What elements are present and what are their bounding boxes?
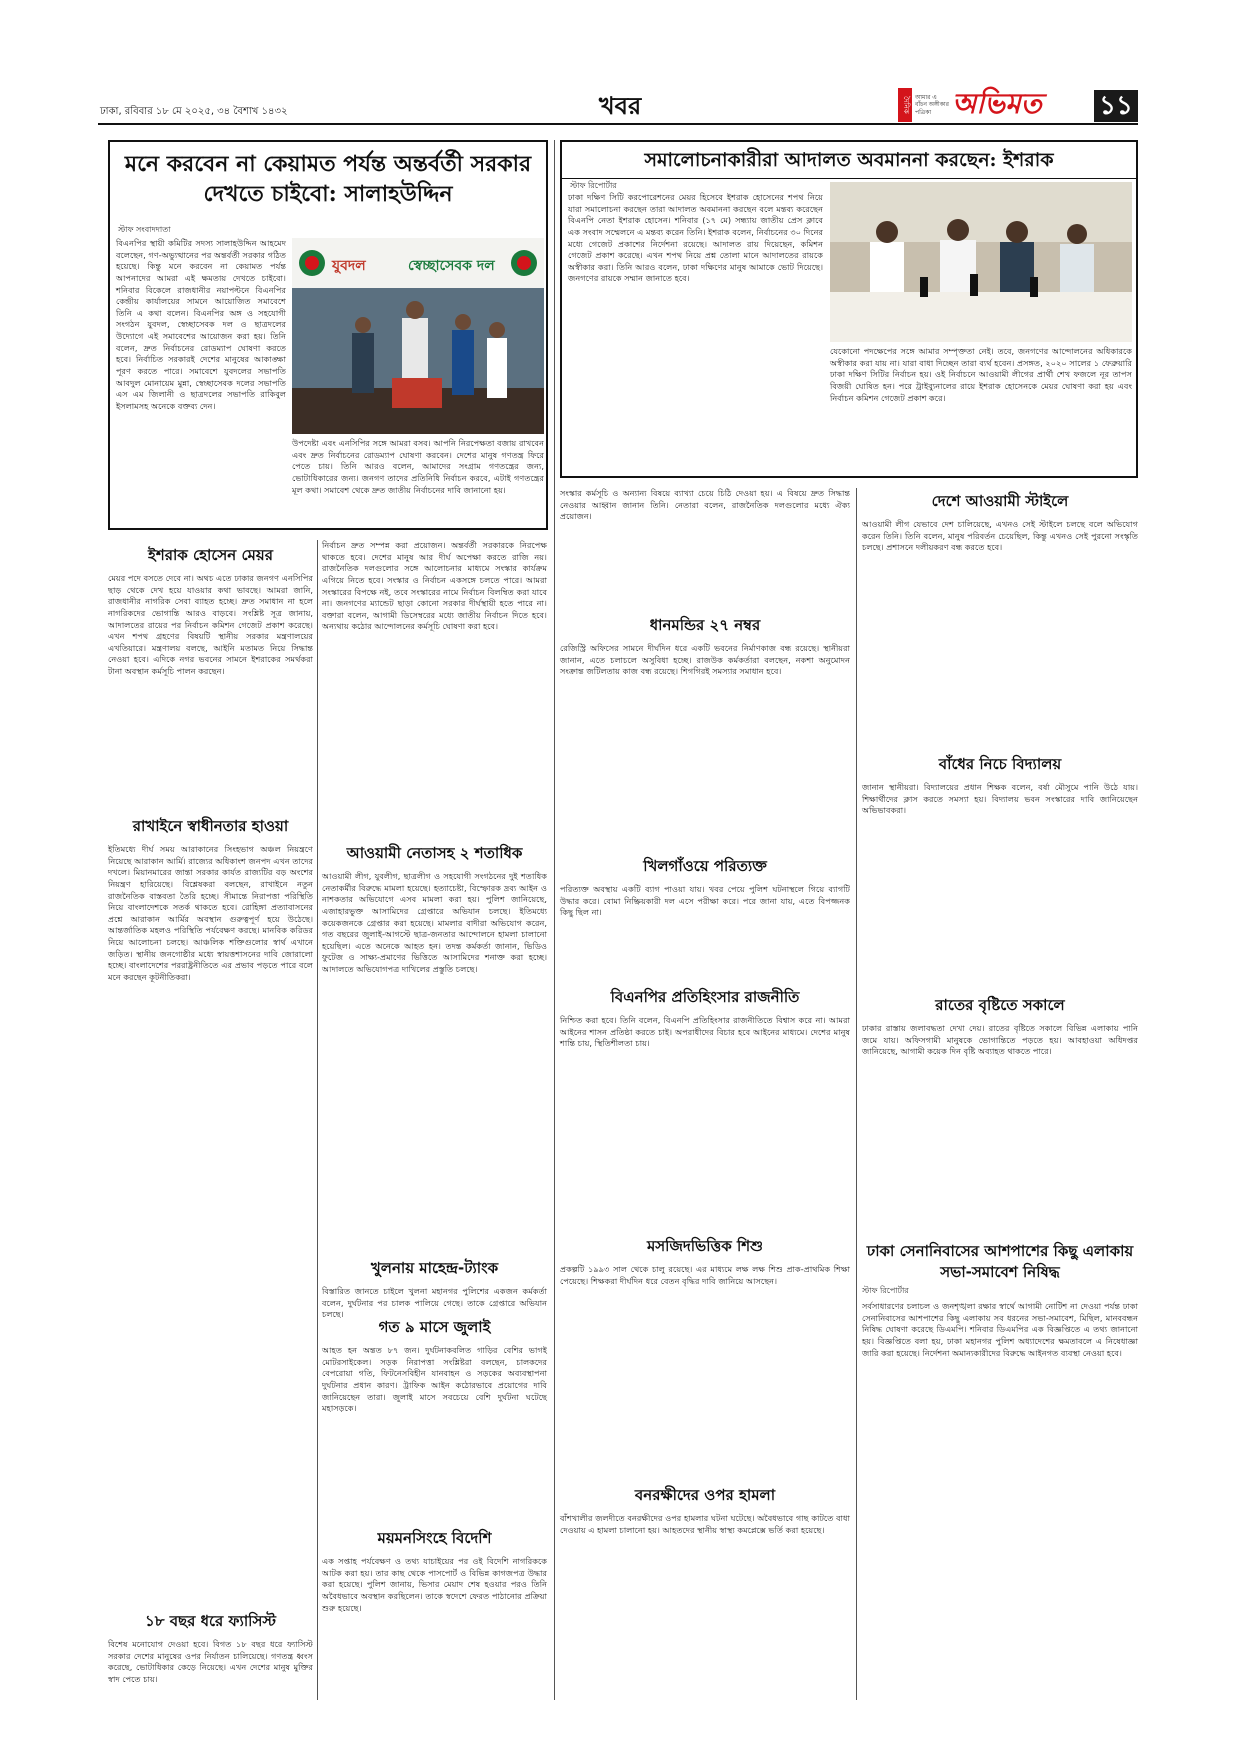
col4-headline-1: দেশে আওয়ামী স্টাইলে	[931, 492, 1069, 510]
column-rule	[317, 540, 318, 1700]
right-byline: স্টাফ রিপোর্টার	[570, 181, 617, 190]
col2-headline-2: খুলনায় মাহেন্দ্র-ট্যাংক	[370, 1259, 499, 1277]
col3-headline-5: বনরক্ষীদের ওপর হামলা	[634, 1486, 776, 1504]
right-story-box	[560, 140, 1138, 478]
col2-headline-4: ময়মনসিংহে বিদেশি	[377, 1529, 492, 1547]
col4-byline-4: স্টাফ রিপোর্টার	[862, 1286, 909, 1295]
col1-body-1: মেয়র পদে বসতে দেবে না। অথচ এতে ঢাকার জনগণ এনসিপির ছাড় থেকে দেখ হয়ে যাওয়ার কথা ভাবছে। আমরা জানি, রাজধানীর নাগরিক সেবা ব্যাহত হচ্ছে। দ্রুত সমাধান না হলে নাগরিকদের ভোগান্তি আরও বাড়বে। সংশ্লিষ্ট সূত্র জানায়, আদালতের রায়ের পর নির্বাচন কমিশন গেজেট প্রকাশ করেছে। এখন শপথ গ্রহণের বিষয়টি স্থানীয় সরকার মন্ত্রণালয়ের এখতিয়ারে। মন্ত্রণালয় বলছে, আইনি মতামত নিয়ে সিদ্ধান্ত নেওয়া হবে। এদিকে নগর ভবনের সামনে ইশরাকের সমর্থকরা টানা অবস্থান কর্মসূচি পালন করছেন।	[108, 573, 313, 677]
logo-name: অভিমত	[952, 86, 1042, 120]
col1-headline-3: ১৮ বছর ধরে ফ্যাসিস্ট	[145, 1612, 276, 1630]
column-1	[108, 540, 313, 1700]
col3-intro: সংস্কার কর্মসূচি ও অন্যান্য বিষয়ে ব্যাখ্যা চেয়ে চিঠি দেওয়া হয়। এ বিষয়ে দ্রুত সিদ্ধান্ত নেওয়ার আহ্বান জানান তিনি। নেতারা বলেন, রাজনৈতিক দলগুলোর মধ্যে ঐক্য প্রয়োজন।	[560, 488, 850, 522]
column-3	[560, 488, 850, 1700]
col2-headline-3: গত ৯ মাসে জুলাই	[378, 1318, 491, 1336]
column-rule	[856, 488, 857, 1700]
col3-body-1: রেজিস্ট্রি অফিসের সামনে দীর্ঘদিন ধরে একটি ভবনের নির্মাণকাজ বন্ধ রয়েছে। স্থানীয়রা জানান, এতে চলাচলে অসুবিধা হচ্ছে। রাজউক কর্মকর্তারা বলছেন, নকশা অনুমোদন সংক্রান্ত জটিলতায় কাজ বন্ধ রয়েছে। শিগগিরই সমস্যার সমাধান হবে।	[560, 643, 850, 677]
col4-body-1: আওয়ামী লীগ যেভাবে দেশ চালিয়েছে, এখনও সেই স্টাইলে চলছে বলে অভিযোগ করেন তিনি। তিনি বলেন, মানুষ পরিবর্তন চেয়েছিল, কিন্তু এখনও সেই পুরনো সংস্কৃতি চলছে। প্রশাসনে দলীয়করণ বন্ধ করতে হবে।	[862, 519, 1138, 553]
lead-byline: স্টাফ সংবাদদাতা	[118, 225, 171, 234]
lead-story-box	[108, 140, 548, 530]
lead-photo	[292, 238, 544, 434]
col1-headline-2: রাখাইনে স্বাধীনতার হাওয়া	[132, 817, 289, 835]
lead-body-left: বিএনপির স্থায়ী কমিটির সদস্য সালাহউদ্দিন আহমেদ বলেছেন, গণ-অভ্যুত্থানের পর অন্তর্বর্তী সরকার গঠিত হয়েছে। কিন্তু মনে করবেন না কেয়ামত পর্যন্ত আপনাদের আমরা এই ক্ষমতায় দেখতে চাইবো। শনিবার বিকেলে রাজধানীর নয়াপল্টনে বিএনপির কেন্দ্রীয় কার্যালয়ের সামনে আয়োজিত সমাবেশে তিনি এ কথা বলেন। বিএনপির অঙ্গ ও সহযোগী সংগঠন যুবদল, স্বেচ্ছাসেবক দল ও ছাত্রদলের উদ্যোগে এই সমাবেশের আয়োজন করা হয়। তিনি বলেন, দ্রুত নির্বাচনের রোডম্যাপ ঘোষণা করতে হবে। নির্বাচিত সরকারই দেশের মানুষের আকাঙ্ক্ষা পূরণ করতে পারে। সমাবেশে যুবদলের সভাপতি আবদুল মোনায়েম মুন্না, স্বেচ্ছাসেবক দলের সভাপতি এস এম জিলানী ও ছাত্রদলের সভাপতি রাকিবুল ইসলামসহ অনেকে বক্তব্য দেন।	[116, 238, 286, 411]
logo-band: দৈনিক	[898, 88, 912, 122]
issue-date: ঢাকা, রবিবার ১৮ মে ২০২৫, ৩৪ বৈশাখ ১৪৩২	[100, 106, 288, 117]
column-2	[322, 540, 547, 1700]
page-number: ১১	[1094, 90, 1138, 122]
col2-body-2: বিস্তারিত জানতে চাইলে খুলনা মহানগর পুলিশের একজন কর্মকর্তা বলেন, দুর্ঘটনার পর চালক পালিয়ে গেছে। তাকে গ্রেপ্তারে অভিযান চলছে।	[322, 1286, 547, 1320]
col2-headline-1: আওয়ামী নেতাসহ ২ শতাধিক	[346, 844, 523, 862]
col4-body-3: ঢাকার রাস্তায় জলাবদ্ধতা দেখা দেয়। রাতের বৃষ্টিতে সকালে বিভিন্ন এলাকায় পানি জমে যায়। অফিসগামী মানুষকে ভোগান্তিতে পড়তে হয়। আবহাওয়া অধিদপ্তর জানিয়েছে, আগামী কয়েক দিন বৃষ্টি অব্যাহত থাকতে পারে।	[862, 1023, 1138, 1057]
press-conference-image	[830, 182, 1132, 342]
col3-body-5: বাঁশখালীর জলদীতে বনরক্ষীদের ওপর হামলার ঘটনা ঘটেছে। অবৈধভাবে গাছ কাটতে বাধা দেওয়ায় এ হামলা চালানো হয়। আহতদের স্থানীয় স্বাস্থ্য কমপ্লেক্সে ভর্তি করা হয়েছে।	[560, 1513, 850, 1535]
col3-headline-1: ধানমন্ডির ২৭ নম্বর	[649, 616, 761, 634]
banner-left: যুবদল	[332, 258, 366, 274]
right-photo	[830, 182, 1132, 342]
col1-headline-1: ইশরাক হোসেন মেয়র	[148, 546, 273, 564]
col3-body-3: নিশ্চিত করা হবে। তিনি বলেন, বিএনপি প্রতিহিংসার রাজনীতিতে বিশ্বাস করে না। আমরা আইনের শাসন প্রতিষ্ঠা করতে চাই। অপরাধীদের বিচার হবে আইনের মাধ্যমে। দেশের মানুষ শান্তি চায়, স্থিতিশীলতা চায়।	[560, 1015, 850, 1049]
right-body-tail: যেকোনো পদক্ষেপের সঙ্গে আমার সম্পৃক্ততা নেই। তবে, জনগণের আন্দোলনের অধিকারকে অস্বীকার করা যায় না। যারা বাধা দিচ্ছেন তারা ব্যর্থ হবেন। প্রসঙ্গত, ২০২০ সালের ১ ফেব্রুয়ারি ঢাকা দক্ষিণ সিটির নির্বাচন হয়। ওই নির্বাচনে আওয়ামী লীগের প্রার্থী শেখ ফজলে নূর তাপস বিজয়ী ঘোষিত হন। পরে ট্রাইব্যুনালের রায়ে ইশরাক হোসেনকে মেয়র ঘোষণা করা হয় এবং নির্বাচন কমিশন গেজেট প্রকাশ করে।	[830, 346, 1132, 403]
right-body: ঢাকা দক্ষিণ সিটি করপোরেশনের মেয়র হিসেবে ইশরাক হোসেনের শপথ নিয়ে যারা সমালোচনা করছেন তারা আদালত অবমাননা করছেন বলে মন্তব্য করেছেন বিএনপি নেতা ইশরাক হোসেন। শনিবার (১৭ মে) সন্ধ্যায় জাতীয় প্রেস ক্লাবে এক সংবাদ সম্মেলনে এ মন্তব্য করেন তিনি। ইশরাক বলেন, নির্বাচনের ৩০ দিনের মধ্যে গেজেট প্রকাশের নির্দেশনা রয়েছে। আদালত রায় দিয়েছেন, কমিশন গেজেট প্রকাশ করেছে। এখন শপথ নিয়ে প্রশ্ন তোলা মানে আদালতের রায়কে অস্বীকার করা। তিনি আরও বলেন, ঢাকা দক্ষিণের মানুষ আমাকে ভোট দিয়েছে। জনগণের রায়কে সম্মান জানাতে হবে।	[568, 192, 823, 284]
col4-headline-4: ঢাকা সেনানিবাসের আশপাশের কিছু এলাকায় সভা-সমাবেশ নিষিদ্ধ	[866, 1242, 1134, 1281]
right-headline: সমালোচনাকারীরা আদালত অবমাননা করছেন: ইশরাক	[562, 142, 1136, 179]
col1-body-3: বিশেষ মনোযোগ দেওয়া হবে। বিগত ১৮ বছর ধরে ফ্যাসিস্ট সরকার দেশের মানুষের ওপর নির্যাতন চালিয়েছে। গণতন্ত্র ধ্বংস করেছে, ভোটাধিকার কেড়ে নিয়েছে। এখন দেশের মানুষ মুক্তির স্বাদ পেতে চায়।	[108, 1639, 313, 1684]
col4-headline-3: রাতের বৃষ্টিতে সকালে	[935, 996, 1065, 1014]
col1-body-2: ইতিমধ্যে দীর্ঘ সময় আরাকানের সিংহভাগ অঞ্চল নিয়ন্ত্রণে নিয়েছে আরাকান আর্মি। রাজ্যের অধিকাংশ জনপদ এখন তাদের দখলে। মিয়ানমারের জান্তা সরকার কার্যত রাজ্যটির বড় অংশের নিয়ন্ত্রণ হারিয়েছে। বিশ্লেষকরা বলছেন, রাখাইনে নতুন রাজনৈতিক বাস্তবতা তৈরি হচ্ছে। সীমান্তে নিরাপত্তা পরিস্থিতি নিয়ে বাংলাদেশকে সতর্ক থাকতে হবে। রোহিঙ্গা প্রত্যাবাসনের প্রশ্নে আরাকান আর্মির অবস্থান গুরুত্বপূর্ণ হয়ে উঠেছে। আন্তর্জাতিক মহলও পরিস্থিতি পর্যবেক্ষণ করছে। মানবিক করিডর নিয়ে আলোচনা চলছে। আঞ্চলিক শক্তিগুলোর স্বার্থ এখানে জড়িত। স্থানীয় জনগোষ্ঠীর মধ্যে স্বায়ত্তশাসনের দাবি জোরালো হচ্ছে। বাংলাদেশের পররাষ্ট্রনীতিতে এর প্রভাব পড়তে পারে বলে মনে করছেন কূটনীতিকরা।	[108, 844, 313, 983]
column-rule	[554, 140, 555, 1700]
newspaper-logo	[898, 88, 1088, 122]
col3-headline-2: খিলগাঁওয়ে পরিত্যক্ত	[643, 857, 767, 875]
column-4	[862, 488, 1138, 1700]
col3-headline-3: বিএনপির প্রতিহিংসার রাজনীতি	[610, 988, 800, 1006]
col2-body-1: আওয়ামী লীগ, যুবলীগ, ছাত্রলীগ ও সহযোগী সংগঠনের দুই শতাধিক নেতাকর্মীর বিরুদ্ধে মামলা হয়েছে। হত্যাচেষ্টা, বিস্ফোরক দ্রব্য আইন ও নাশকতার অভিযোগে এসব মামলা করা হয়। পুলিশ জানিয়েছে, এজাহারভুক্ত আসামিদের গ্রেপ্তারে অভিযান চলছে। ইতিমধ্যে কয়েকজনকে গ্রেপ্তার করা হয়েছে। মামলার বাদীরা অভিযোগ করেন, গত বছরের জুলাই-আগস্টে ছাত্র-জনতার আন্দোলনে হামলা চালানো হয়েছিল। এতে অনেকে আহত হন। তদন্ত কর্মকর্তা জানান, ভিডিও ফুটেজ ও সাক্ষ্য-প্রমাণের ভিত্তিতে আসামিদের শনাক্ত করা হচ্ছে। আদালতে অভিযোগপত্র দাখিলের প্রস্তুতি চলছে।	[322, 871, 547, 975]
col3-body-2: পরিত্যক্ত অবস্থায় একটি ব্যাগ পাওয়া যায়। খবর পেয়ে পুলিশ ঘটনাস্থলে গিয়ে ব্যাগটি উদ্ধার করে। বোমা নিষ্ক্রিয়কারী দল এসে পরীক্ষা করে। পরে জানা যায়, এতে বিপজ্জনক কিছু ছিল না।	[560, 884, 850, 918]
lead-headline: মনে করবেন না কেয়ামত পর্যন্ত অন্তর্বর্তী সরকার দেখতে চাইবো: সালাহউদ্দিন	[124, 151, 532, 207]
col2-body-3: আহত হন অন্তত ৮৭ জন। দুর্ঘটনাকবলিত গাড়ির বেশির ভাগই মোটরসাইকেল। সড়ক নিরাপত্তা সংশ্লিষ্টরা বলছেন, চালকদের বেপরোয়া গতি, ফিটনেসবিহীন যানবাহন ও সড়কের অব্যবস্থাপনা দুর্ঘটনার প্রধান কারণ। ট্রাফিক আইন কঠোরভাবে প্রয়োগের দাবি জানিয়েছেন তারা। জুলাই মাসে সবচেয়ে বেশি দুর্ঘটনা ঘটেছে মহাসড়কে।	[322, 1345, 547, 1414]
col4-headline-2: বাঁধের নিচে বিদ্যালয়	[938, 755, 1062, 773]
col2-body-4: এক সপ্তাহ পর্যবেক্ষণ ও তথ্য যাচাইয়ের পর ওই বিদেশি নাগরিককে আটক করা হয়। তার কাছ থেকে পাসপোর্ট ও বিভিন্ন কাগজপত্র উদ্ধার করা হয়েছে। পুলিশ জানায়, ভিসার মেয়াদ শেষ হওয়ার পরও তিনি অবৈধভাবে অবস্থান করছিলেন। তাকে স্বদেশে ফেরত পাঠানোর প্রক্রিয়া শুরু হয়েছে।	[322, 1556, 547, 1613]
col4-body-2: জানান স্থানীয়রা। বিদ্যালয়ের প্রধান শিক্ষক বলেন, বর্ষা মৌসুমে পানি উঠে যায়। শিক্ষার্থীদের ক্লাস করতে সমস্যা হয়। বিদ্যালয় ভবন সংস্কারের দাবি জানিয়েছেন অভিভাবকরা।	[862, 782, 1138, 816]
section-title: খবর	[598, 92, 642, 120]
col2-lead-tail: নির্বাচন দ্রুত সম্পন্ন করা প্রয়োজন। অন্তর্বর্তী সরকারকে নিরপেক্ষ থাকতে হবে। দেশের মানুষ আর দীর্ঘ অপেক্ষা করতে রাজি নয়। রাজনৈতিক দলগুলোর সঙ্গে আলোচনার মাধ্যমে সংস্কার কার্যক্রম এগিয়ে নিতে হবে। সংস্কার ও নির্বাচন একসঙ্গে চলতে পারে। আমরা সংস্কারের বিপক্ষে নই, তবে সংস্কারের নামে নির্বাচন বিলম্বিত করা যাবে না। জনগণের ম্যান্ডেট ছাড়া কোনো সরকার দীর্ঘস্থায়ী হতে পারে না। বক্তারা বলেন, আগামী ডিসেম্বরের মধ্যে জাতীয় নির্বাচন দিতে হবে। অন্যথায় কঠোর আন্দোলনের কর্মসূচি ঘোষণা করা হবে।	[322, 540, 547, 632]
lead-body-right: উপদেষ্টা এবং এনসিপির সঙ্গে আমরা বসব। আপনি নিরপেক্ষতা বজায় রাখবেন এবং দ্রুত নির্বাচনের রোডম্যাপ ঘোষণা করবেন। দেশের মানুষ গণতন্ত্র ফিরে পেতে চায়। তিনি আরও বলেন, আমাদের সংগ্রাম গণতন্ত্রের জন্য, ভোটাধিকারের জন্য। জনগণ তাদের প্রতিনিধি নির্বাচন করবে, এটাই গণতন্ত্রের মূল কথা। সমাবেশ থেকে দ্রুত জাতীয় নির্বাচনের দাবি জানানো হয়।	[292, 438, 544, 495]
logo-tagline: আমার এ বাঁচন অঙ্গীকার পত্রিকা	[915, 94, 949, 116]
masthead-rule	[98, 123, 1138, 125]
col4-body-4: সর্বসাধারণের চলাচল ও জনশৃঙ্খলা রক্ষার স্বার্থে আগামী নোটিশ না দেওয়া পর্যন্ত ঢাকা সেনানিবাসের আশপাশের কিছু এলাকায় সব ধরনের সভা-সমাবেশ, মিছিল, মানববন্ধন নিষিদ্ধ ঘোষণা করেছে ডিএমপি। শনিবার ডিএমপির এক বিজ্ঞপ্তিতে এ তথ্য জানানো হয়। বিজ্ঞপ্তিতে বলা হয়, ঢাকা মহানগর পুলিশ অধ্যাদেশের ক্ষমতাবলে এ নিষেধাজ্ঞা জারি করা হয়েছে। নির্দেশনা অমান্যকারীদের বিরুদ্ধে আইনগত ব্যবস্থা নেওয়া হবে।	[862, 1301, 1138, 1358]
col3-body-4: প্রকল্পটি ১৯৯৩ সাল থেকে চালু রয়েছে। এর মাধ্যমে লক্ষ লক্ষ শিশু প্রাক-প্রাথমিক শিক্ষা পেয়েছে। শিক্ষকরা দীর্ঘদিন ধরে বেতন বৃদ্ধির দাবি জানিয়ে আসছেন।	[560, 1264, 850, 1286]
col3-headline-4: মসজিদভিত্তিক শিশু	[646, 1237, 764, 1255]
banner-right: স্বেচ্ছাসেবক দল	[408, 258, 495, 274]
